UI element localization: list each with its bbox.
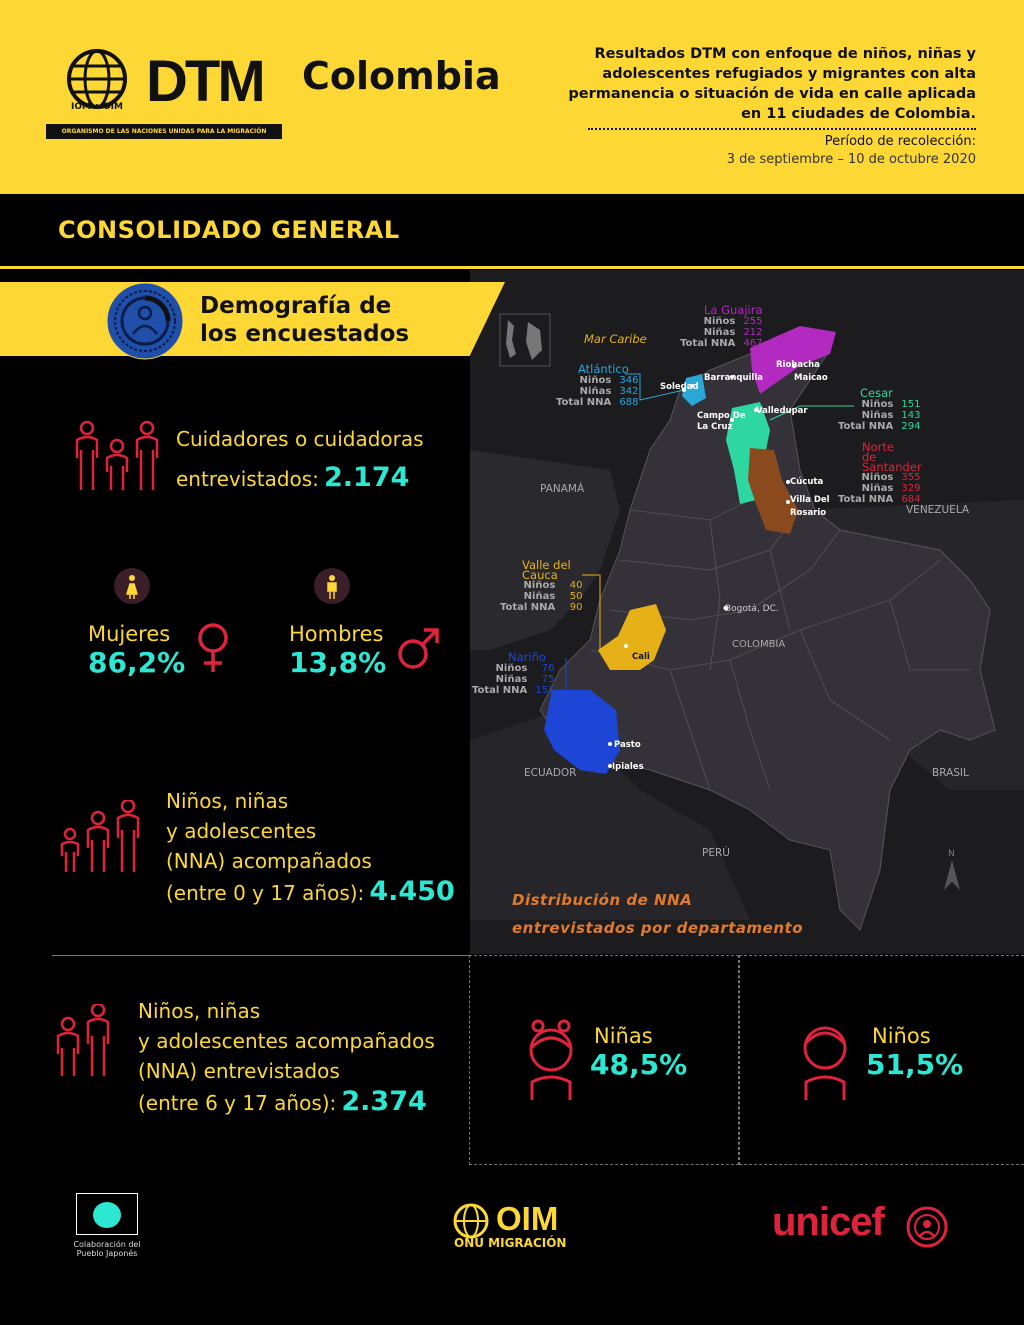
female-symbol-icon xyxy=(196,622,230,674)
map-caption: Distribución de NNA entrevistados por departamento xyxy=(512,891,804,937)
iom-label: IOM • OIM xyxy=(71,102,123,112)
north-arrow-icon xyxy=(944,860,960,890)
dtm-logo-text: DTM xyxy=(146,49,263,114)
unicef-logo-text: unicef xyxy=(772,1200,884,1244)
header-description: Resultados DTM con enfoque de niños, niñas y adolescentes refugiados y migrantes con alta permanencia o situación de vida en calle aplicada en 11 ciudades de Colombia. xyxy=(568,46,976,122)
dept-legend-norte-santander: Norte de Santander Niños 355 Niñas 329 Total NNA 684 xyxy=(838,440,922,505)
unicef-emblem-icon xyxy=(906,1206,948,1248)
header-divider xyxy=(588,128,976,130)
map-label-panama: PANAMÁ xyxy=(540,483,585,495)
boys-label: Niños xyxy=(872,1024,931,1048)
period-value: 3 de septiembre – 10 de octubre 2020 xyxy=(726,152,976,167)
woman-icon xyxy=(114,568,150,604)
map-sea-label: Mar Caribe xyxy=(584,332,647,346)
male-symbol-icon xyxy=(396,626,440,672)
girls-label: Niñas xyxy=(594,1024,653,1048)
city-riohacha: Riohacha xyxy=(776,360,820,370)
japan-flag-dot xyxy=(93,1202,121,1228)
city-ipiales: Ipiales xyxy=(612,762,644,772)
man-icon xyxy=(314,568,350,604)
period-label: Período de recolección: xyxy=(824,134,976,149)
map-north-label: N xyxy=(948,849,955,859)
dept-legend-cesar: Cesar Niños 151 Niñas 143 Total NNA 294 xyxy=(838,386,921,432)
children-pair-icon xyxy=(54,1004,114,1078)
section-separator xyxy=(52,955,470,956)
map-label-colombia: COLOMBIA xyxy=(732,639,786,650)
city-pasto: Pasto xyxy=(614,740,641,750)
demography-title: Demografía de los encuestados xyxy=(200,293,410,347)
oim-globe-icon xyxy=(452,1202,490,1240)
section-title: CONSOLIDADO GENERAL xyxy=(58,216,400,244)
map-label-brasil: BRASIL xyxy=(932,767,969,779)
city-cali: Cali xyxy=(632,652,650,662)
city-villa-del-rosario: Villa Del Rosario xyxy=(790,495,830,518)
men-stat: Hombres 13,8% xyxy=(289,622,387,679)
city-barranquilla: Barranquilla xyxy=(704,373,763,383)
un-agency-bar: ORGANISMO DE LAS NACIONES UNIDAS PARA LA MIGRACIÓN xyxy=(46,124,282,139)
city-maicao: Maicao xyxy=(794,373,828,383)
boy-face-icon xyxy=(798,1018,852,1102)
map-label-peru: PERÚ xyxy=(702,847,730,859)
dept-legend-guajira: La Guajira Niños 255 Niñas 212 Total NNA 467 xyxy=(680,303,763,349)
dept-legend-narino: Nariño Niños 76 Niñas 75 Total NNA 151 xyxy=(472,650,555,696)
caregivers-value: 2.174 xyxy=(324,462,410,493)
dept-legend-valle: Valle del Cauca Niños 40 Niñas 50 Total NNA 90 xyxy=(500,558,583,613)
boys-pct: 51,5% xyxy=(866,1048,964,1081)
city-bogota: Bogotá, DC. xyxy=(725,604,779,614)
oim-logo-text: OIM xyxy=(496,1200,559,1237)
caregivers-stat: Cuidadores o cuidadoras entrevistados: 2.174 xyxy=(176,427,424,493)
dept-legend-atlantico: Atlántico Niños 346 Niñas 342 Total NNA 688 xyxy=(556,362,639,408)
onu-migracion-text: ONU MIGRACIÓN xyxy=(454,1236,567,1250)
nna-accompanied-stat: Niños, niñas y adolescentes (NNA) acompañados (entre 0 y 17 años): 4.450 xyxy=(166,789,455,907)
map-label-venezuela: VENEZUELA xyxy=(906,504,970,516)
men-pct: 13,8% xyxy=(289,646,387,679)
nna-interviewed-value: 2.374 xyxy=(341,1086,427,1117)
girl-face-icon xyxy=(522,1018,580,1102)
city-soledad: Soledad xyxy=(660,382,699,392)
map-inset-islands xyxy=(506,320,542,360)
demography-person-icon xyxy=(106,282,184,360)
section-divider xyxy=(0,266,1024,269)
caregivers-group-icon xyxy=(72,420,162,494)
children-group-icon xyxy=(58,800,144,874)
nna-interviewed-stat: Niños, niñas y adolescentes acompañados (NNA) entrevistados (entre 6 y 17 años): 2.374 xyxy=(138,999,435,1117)
city-cucuta: Cúcuta xyxy=(790,477,824,487)
country-title: Colombia xyxy=(302,54,501,98)
city-valledupar: Valledupar xyxy=(756,406,808,416)
women-stat: Mujeres 86,2% xyxy=(88,622,186,679)
girls-pct: 48,5% xyxy=(590,1048,688,1081)
nna-accompanied-value: 4.450 xyxy=(369,876,455,907)
city-campo-de-la-cruz: Campo De La Cruz xyxy=(697,411,746,432)
map-label-ecuador: ECUADOR xyxy=(524,767,577,779)
women-pct: 86,2% xyxy=(88,646,186,679)
japan-collaboration-text: Colaboración del Pueblo Japonés xyxy=(73,1240,141,1258)
